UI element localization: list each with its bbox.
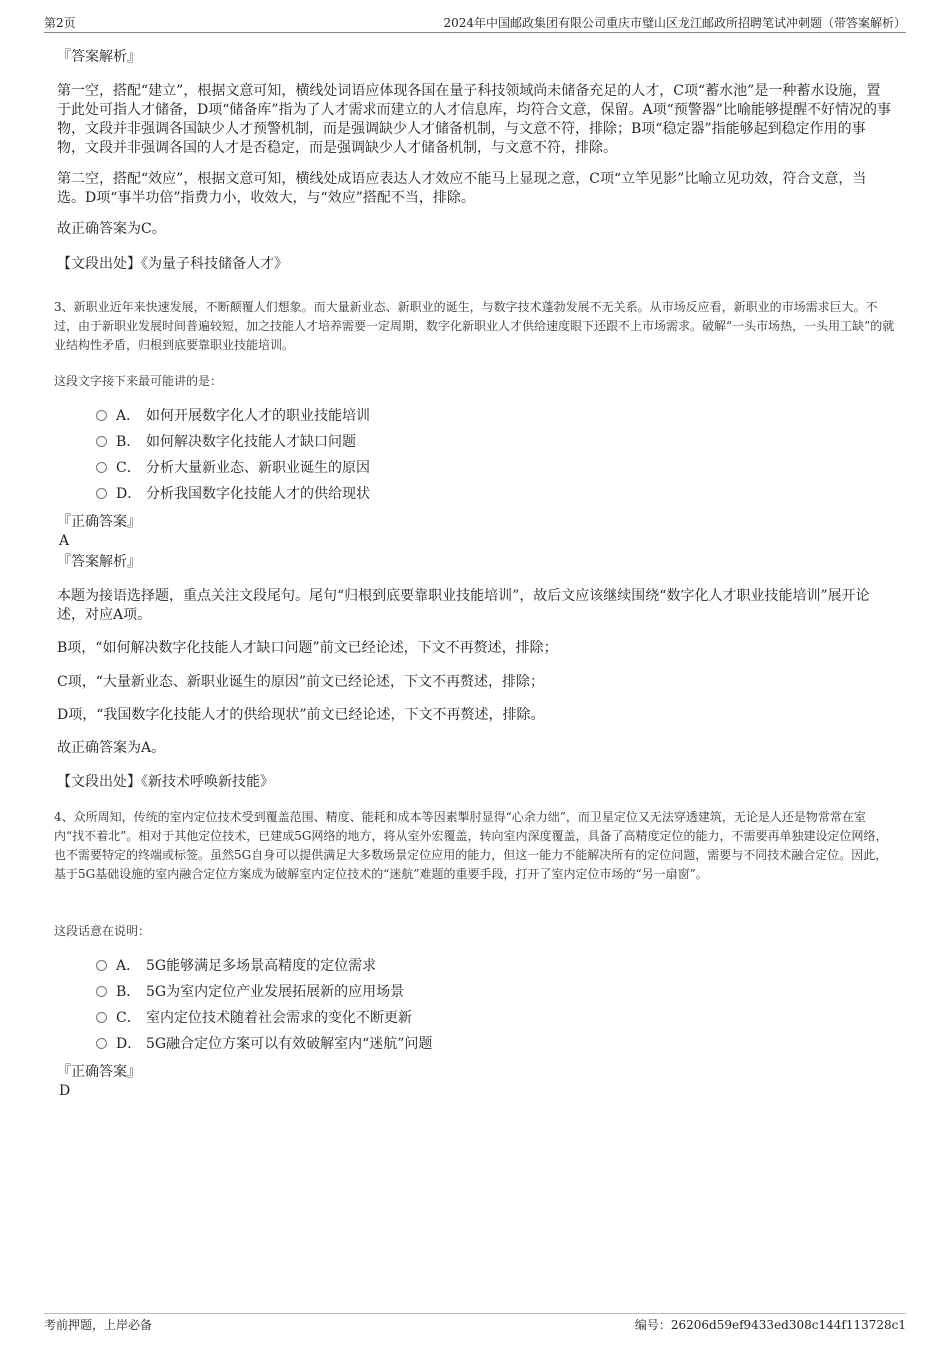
q3-option-b[interactable]: B． 如何解决数字化技能人才缺口问题 xyxy=(96,432,356,452)
q3-conclusion: 故正确答案为A。 xyxy=(57,740,166,756)
page-number: 第2页 xyxy=(44,16,76,30)
radio-icon[interactable] xyxy=(96,1038,107,1049)
q4-stem: 4、众所周知，传统的室内定位技术受到覆盖范围、精度、能耗和成本等因素掣肘显得“心余力绌”，而卫星定位又无法穿透建筑，无论是人还是物常常在室内“找不着北”。相对于其他定位技术，已建成5G网络的地方，将从室外宏覆盖，转向室内深度覆盖，具备了高精度定位的能力，不需要再单独建设定位网络，也不需要特定的终端或标签。虽然5G自身可以提供满足大多数场景定位应用的能力，但这一能力不能解决所有的定位问题，需要与不同技术融合定位。因此，基于5G基础设施的室内融合定位方案成为破解室内定位技术的“迷航”难题的重要手段，打开了室内定位市场的“另一扇窗”。 xyxy=(54,810,888,881)
radio-icon[interactable] xyxy=(96,1012,107,1023)
q3-analysis-4: D项，“我国数字化技能人才的供给现状”前文已经论述，下文不再赘述，排除。 xyxy=(57,707,545,723)
prev-conclusion: 故正确答案为C。 xyxy=(57,221,166,237)
prev-analysis-para-2: 第二空，搭配“效应”，根据文意可知，横线处成语应表达人才效应不能马上显现之意，C项“立竿见影”比喻立见功效，符合文意，当选。D项“事半功倍”指费力小，收效大，与“效应”搭配不当，排除。 xyxy=(57,171,867,206)
q3-analysis-1: 本题为接语选择题，重点关注文段尾句。尾句“归根到底要靠职业技能培训”，故后文应该继续围绕“数字化人才职业技能培训”展开论述，对应A项。 xyxy=(57,588,870,623)
page-footer xyxy=(44,1313,906,1334)
q4-answer-label: 『正确答案』 xyxy=(57,1064,141,1080)
q3-analysis-2: B项，“如何解决数字化技能人才缺口问题”前文已经论述，下文不再赘述，排除； xyxy=(57,640,558,656)
q3-prompt: 这段文字接下来最可能讲的是： xyxy=(54,374,223,388)
page-header xyxy=(44,14,906,33)
q3-analysis-label: 『答案解析』 xyxy=(57,554,141,570)
q4-option-b[interactable]: B． 5G为室内定位产业发展拓展新的应用场景 xyxy=(96,982,404,1002)
prev-analysis-para-1: 第一空，搭配“建立”，根据文意可知，横线处词语应体现各国在量子科技领域尚未储备充足的人才，C项“蓄水池”是一种蓄水设施，置于此处可指人才储备，D项“储备库”指为了人才需求而建立的人才信息库，均符合文意，保留。A项“预警器”比喻能够提醒不好情况的事物，文段并非强调各国缺少人才预警机制，而是强调缺少人才储备机制，与文意不符，排除；B项“稳定器”指能够起到稳定作用的事物，文段并非强调各国的人才是否稳定，而是强调缺少人才储备机制，与文意不符，排除。 xyxy=(57,83,891,156)
radio-icon[interactable] xyxy=(96,960,107,971)
document-id: 编号：26206d59ef9433ed308c144f113728c1 xyxy=(634,1318,906,1332)
radio-icon[interactable] xyxy=(96,462,107,473)
q3-analysis-3: C项，“大量新业态、新职业诞生的原因”前文已经论述，下文不再赘述，排除； xyxy=(57,674,545,690)
radio-icon[interactable] xyxy=(96,410,107,421)
radio-icon[interactable] xyxy=(96,488,107,499)
prev-analysis-label: 『答案解析』 xyxy=(57,49,141,65)
prev-source: 【文段出处】《为量子科技储备人才》 xyxy=(57,256,288,272)
q3-option-d[interactable]: D． 分析我国数字化技能人才的供给现状 xyxy=(96,484,370,504)
q3-answer-label: 『正确答案』 xyxy=(57,514,141,530)
radio-icon[interactable] xyxy=(96,986,107,997)
document-title: 2024年中国邮政集团有限公司重庆市璧山区龙江邮政所招聘笔试冲刺题（带答案解析） xyxy=(443,16,906,30)
q4-answer: D xyxy=(59,1083,71,1099)
q3-option-a[interactable]: A． 如何开展数字化人才的职业技能培训 xyxy=(96,406,370,426)
q4-option-a[interactable]: A． 5G能够满足多场景高精度的定位需求 xyxy=(96,956,376,976)
q4-option-d[interactable]: D． 5G融合定位方案可以有效破解室内“迷航”问题 xyxy=(96,1034,432,1054)
q3-answer: A xyxy=(59,533,70,549)
q3-option-c[interactable]: C． 分析大量新业态、新职业诞生的原因 xyxy=(96,458,370,478)
footer-slogan: 考前押题，上岸必备 xyxy=(44,1318,153,1332)
radio-icon[interactable] xyxy=(96,436,107,447)
q3-stem: 3、新职业近年来快速发展，不断颠覆人们想象。而大量新业态、新职业的诞生，与数字技术蓬勃发展不无关系。从市场反应看，新职业的市场需求巨大。不过，由于新职业发展时间普遍较短，加之技能人才培养需要一定周期，数字化新职业人才供给速度眼下还跟不上市场需求。破解“一头市场热，一头用工缺”的就业结构性矛盾，归根到底要靠职业技能培训。 xyxy=(54,300,895,352)
q4-option-c[interactable]: C． 室内定位技术随着社会需求的变化不断更新 xyxy=(96,1008,412,1028)
q4-prompt: 这段话意在说明： xyxy=(54,924,151,938)
q3-source: 【文段出处】《新技术呼唤新技能》 xyxy=(57,774,274,790)
